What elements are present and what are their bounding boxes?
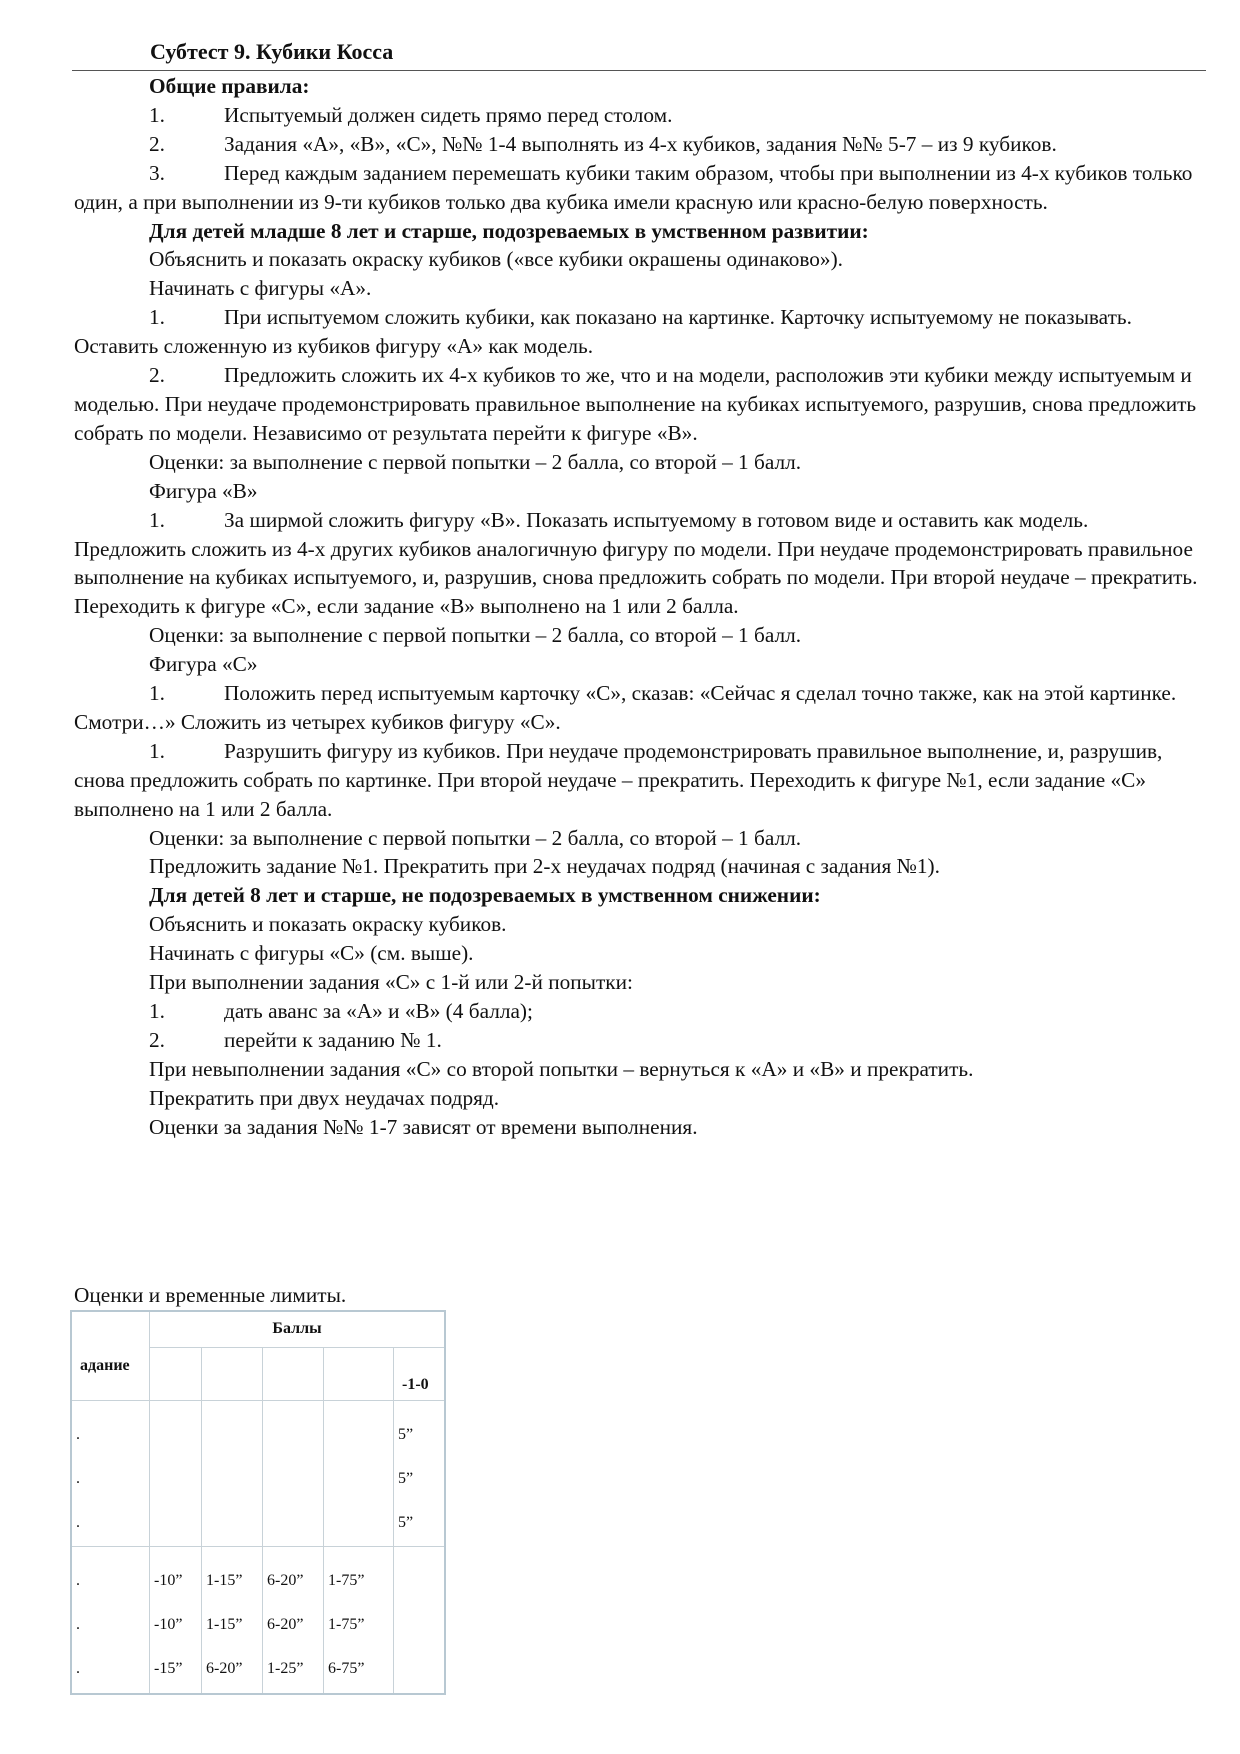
table-row (71, 1400, 445, 1546)
header-cell (202, 1347, 263, 1400)
table-cell (150, 1400, 202, 1546)
title-divider (72, 70, 1206, 71)
table-cell (202, 1400, 263, 1546)
paragraph: Объяснить и показать окраску кубиков («все кубики окрашены одинаково»). (149, 247, 843, 272)
page-title: Субтест 9. Кубики Косса (150, 39, 394, 64)
table-caption: Оценки и временные лимиты. (74, 1283, 347, 1307)
scores-line: Оценки: за выполнение с первой попытки – 2 балла, со второй – 1 балл. (149, 623, 802, 648)
row-label-cell: . . . (71, 1546, 150, 1694)
paragraph: При невыполнении задания «С» со второй попытки – вернуться к «А» и «В» и прекратить. (149, 1056, 974, 1081)
table-cell: 1-15” 1-15” 6-20” (202, 1546, 263, 1694)
table-cell (263, 1400, 324, 1546)
figure-label: Фигура «В» (149, 478, 258, 503)
general-rules-heading: Общие правила: (149, 74, 310, 98)
older-heading: Для детей 8 лет и старше, не подозреваемых в умственном снижении: (149, 883, 821, 908)
figure-a-item: 1. При испытуемом сложить кубики, как показано на картинке. Карточку испытуемому не показывать. Оставить сложенную из кубиков фигуру «А» как модель. (74, 305, 1132, 359)
figure-b-item: 1. За ширмой сложить фигуру «В». Показать испытуемому в готовом виде и оставить как модель. Предложить сложить из 4-х других кубиков аналогичную фигуру по модели. При неудаче продемонстрировать правильное выполнение на кубиках испытуемого, и, разрушив, снова предложить собрать по модели. При второй неудаче – прекратить. Переходить к фигуре «С», если задание «В» выполнено на 1 или 2 балла. (74, 507, 1198, 619)
rule-item: 2. Задания «А», «В», «С», №№ 1-4 выполнять из 4-х кубиков, задания №№ 5-7 – из 9 кубиков. (149, 131, 1057, 156)
scores-table (70, 1310, 446, 1695)
table-cell: 6-20” 6-20” 1-25” (263, 1546, 324, 1694)
header-cell (324, 1347, 394, 1400)
table-cell (394, 1546, 446, 1694)
scores-line: Оценки: за выполнение с первой попытки – 2 балла, со второй – 1 балл. (149, 825, 802, 850)
document-body (74, 72, 1204, 1142)
row-label-cell: . . . (71, 1400, 150, 1546)
task-header-cell: адание (71, 1311, 150, 1400)
rule-item: 3. Перед каждым заданием перемешать кубики таким образом, чтобы при выполнении из 4-х кубиков только один, а при выполнении из 9-ти кубиков только два кубика имели красную или красно-белую поверхность. (74, 160, 1193, 214)
paragraph: Начинать с фигуры «А». (149, 276, 372, 301)
younger-heading: Для детей младше 8 лет и старше, подозреваемых в умственном развитии: (149, 218, 869, 243)
header-cell: -1-0 (394, 1347, 446, 1400)
table-header-row (71, 1311, 445, 1347)
paragraph: Оценки за задания №№ 1-7 зависят от времени выполнения. (149, 1114, 698, 1139)
older-list-item: 1. дать аванс за «А» и «В» (4 балла); (149, 999, 533, 1023)
header-cell (150, 1347, 202, 1400)
figure-a-item: 2. Предложить сложить их 4-х кубиков то же, что и на модели, расположив эти кубики между испытуемым и моделью. При неудаче продемонстрировать правильное выполнение на кубиках испытуемого, разрушив, снова предложить собрать по модели. Независимо от результата перейти к фигуре «В». (74, 363, 1197, 445)
figure-label: Фигура «С» (149, 652, 258, 677)
paragraph: Предложить задание №1. Прекратить при 2-х неудачах подряд (начиная с задания №1). (149, 854, 940, 879)
rule-item: 1. Испытуемый должен сидеть прямо перед столом. (149, 102, 673, 127)
older-list-item: 2. перейти к заданию № 1. (149, 1027, 442, 1052)
table-cell (324, 1400, 394, 1546)
header-cell (263, 1347, 324, 1400)
figure-c-item: 1. Положить перед испытуемым карточку «С», сказав: «Сейчас я сделал точно также, как на этой картинке. Смотри…» Сложить из четырех кубиков фигуру «С». (74, 681, 1177, 734)
figure-c-item: 1. Разрушить фигуру из кубиков. При неудаче продемонстрировать правильное выполнение, и, разрушив, снова предложить собрать по картинке. При второй неудаче – прекратить. Переходить к фигуре №1, если задание «С» выполнено на 1 или 2 балла. (74, 738, 1163, 821)
table-cell: 1-75” 1-75” 6-75” (324, 1546, 394, 1694)
table-cell: -10” -10” -15” (150, 1546, 202, 1694)
scores-line: Оценки: за выполнение с первой попытки – 2 балла, со второй – 1 балл. (149, 449, 802, 474)
paragraph: Объяснить и показать окраску кубиков. (149, 912, 507, 937)
paragraph: Прекратить при двух неудачах подряд. (149, 1085, 500, 1110)
points-header-cell: Баллы (150, 1311, 446, 1347)
table-cell: 5” 5” 5” (394, 1400, 446, 1546)
table-row (71, 1546, 445, 1694)
paragraph: При выполнении задания «С» с 1-й или 2-й попытки: (149, 970, 633, 995)
paragraph: Начинать с фигуры «С» (см. выше). (149, 941, 474, 966)
